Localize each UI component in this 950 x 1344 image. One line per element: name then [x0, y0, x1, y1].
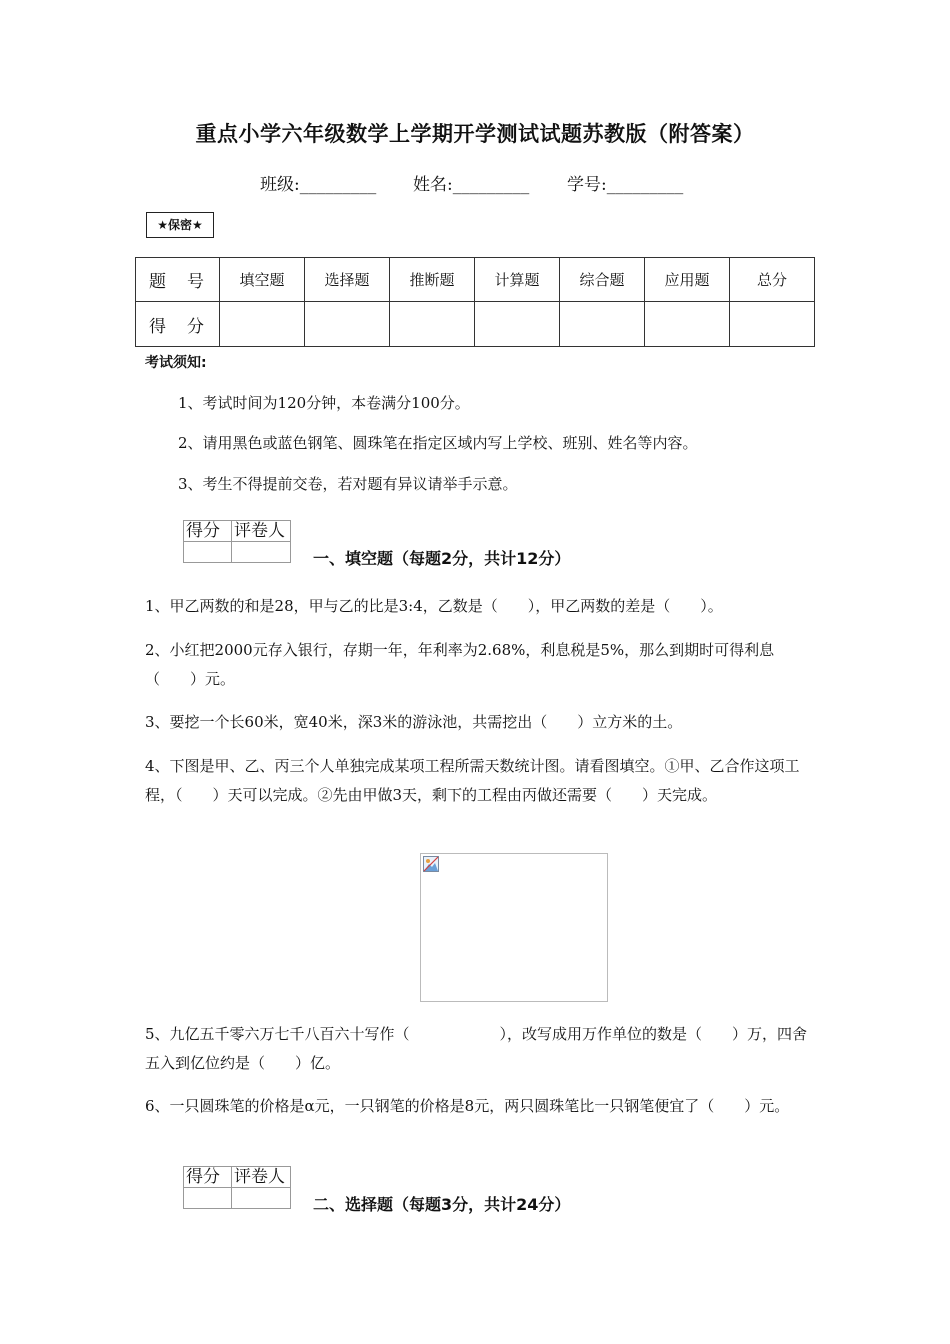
- notice-rule: 2、请用黑色或蓝色钢笔、圆珠笔在指定区域内写上学校、班别、姓名等内容。: [178, 434, 698, 452]
- number-label: 学号:: [567, 175, 607, 195]
- score-cell[interactable]: [560, 302, 645, 347]
- grader-score-label: 得分: [184, 521, 232, 542]
- number-blank: _________: [606, 175, 684, 195]
- grader-score-cell[interactable]: [184, 1188, 232, 1209]
- class-label: 班级:: [260, 175, 300, 195]
- question-1: 1、甲乙两数的和是28，甲与乙的比是3:4，乙数是（ ），甲乙两数的差是（ ）。: [145, 597, 723, 615]
- grader-box: [183, 520, 291, 563]
- score-cell[interactable]: [390, 302, 475, 347]
- grader-label: 评卷人: [232, 521, 291, 542]
- grader-box: [183, 1166, 291, 1209]
- column-header: 推断题: [390, 258, 475, 302]
- question-6: 6、一只圆珠笔的价格是α元，一只钢笔的价格是8元，两只圆珠笔比一只钢笔便宜了（ ）元。: [145, 1097, 790, 1115]
- score-table: [135, 257, 815, 347]
- confidential-badge: ★保密★: [146, 212, 214, 238]
- notice-rule: 1、考试时间为120分钟，本卷满分100分。: [178, 394, 470, 412]
- question-number-header: 题 号: [136, 258, 220, 302]
- question-3: 3、要挖一个长60米，宽40米，深3米的游泳池，共需挖出（ ）立方米的土。: [145, 713, 683, 731]
- score-cell[interactable]: [305, 302, 390, 347]
- grader-name-cell[interactable]: [232, 1188, 291, 1209]
- section-2-heading: 二、选择题（每题3分，共计24分）: [313, 1195, 571, 1214]
- notice-title: 考试须知:: [145, 355, 207, 371]
- chart-image-placeholder: [420, 853, 608, 1002]
- question-5: 5、九亿五千零六万七千八百六十写作（ ），改写成用万作单位的数是（ ）万，四舍五入到亿位约是（ ）亿。: [145, 1025, 808, 1072]
- notice-rule: 3、考生不得提前交卷，若对题有异议请举手示意。: [178, 475, 518, 493]
- column-header: 应用题: [645, 258, 730, 302]
- class-field: [260, 170, 376, 195]
- column-header: 综合题: [560, 258, 645, 302]
- column-header: 选择题: [305, 258, 390, 302]
- score-cell[interactable]: [220, 302, 305, 347]
- broken-image-icon: [423, 856, 439, 872]
- column-header: 填空题: [220, 258, 305, 302]
- section-1-heading: 一、填空题（每题2分，共计12分）: [313, 549, 571, 568]
- score-row-header: 得 分: [136, 302, 220, 347]
- score-cell[interactable]: [730, 302, 815, 347]
- column-header: 总分: [730, 258, 815, 302]
- column-header: 计算题: [475, 258, 560, 302]
- grader-score-cell[interactable]: [184, 542, 232, 563]
- score-cell[interactable]: [645, 302, 730, 347]
- student-number-field: [567, 170, 683, 195]
- score-cell[interactable]: [475, 302, 560, 347]
- grader-score-label: 得分: [184, 1167, 232, 1188]
- name-label: 姓名:: [413, 175, 453, 195]
- page-title: 重点小学六年级数学上学期开学测试试题苏教版（附答案）: [195, 122, 755, 146]
- class-blank: _________: [299, 175, 377, 195]
- name-field: [413, 170, 529, 195]
- name-blank: _________: [452, 175, 530, 195]
- question-2: 2、小红把2000元存入银行，存期一年，年利率为2.68%，利息税是5%，那么到期时可得利息（ ）元。: [145, 641, 775, 688]
- grader-name-cell[interactable]: [232, 542, 291, 563]
- question-4: 4、下图是甲、乙、丙三个人单独完成某项工程所需天数统计图。请看图填空。①甲、乙合作这项工程，（ ）天可以完成。②先由甲做3天，剩下的工程由丙做还需要（ ）天完成。: [145, 757, 800, 804]
- grader-label: 评卷人: [232, 1167, 291, 1188]
